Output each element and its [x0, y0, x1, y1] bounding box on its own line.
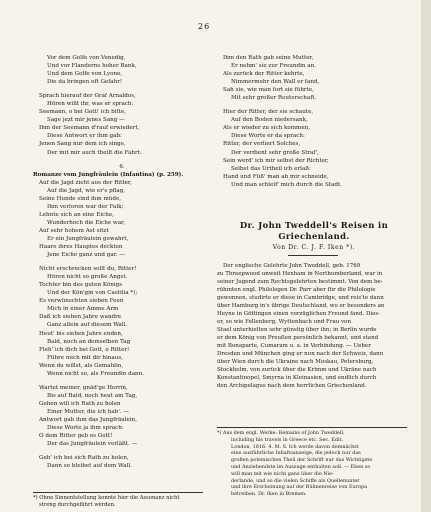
verse-line: Jene Eiche ganz und gar. —: [47, 252, 125, 259]
paragraph-line: Konstantinopel, Smyrna in Kleinasien, und endlich durch: [217, 375, 377, 381]
verse-line: Diese Worte er da sprach:: [231, 133, 305, 140]
verse-line: Der das Jungfräulein verläßt. —: [47, 441, 138, 448]
verse-line: Ihm der Seemann d'rauf erwiedert,: [39, 125, 140, 132]
verse-line: Jenen Sang nur dem ich singe,: [39, 141, 126, 148]
article-author: Von Dr. C. J. F. Iken *).: [272, 244, 356, 251]
left-column: [33, 54, 211, 470]
verse-line: Er ein Jungfräulein gewahrt,: [47, 235, 129, 242]
verse-line: Und vor Flanderns hoher Bank,: [47, 63, 137, 70]
footnote-line: including his travels in Greece etc. Sec. Edit.: [231, 436, 344, 443]
verse-line: Mit sehr großer Reuterschaft.: [231, 95, 317, 102]
paragraph-line: er dem König von Preußen persönlich bekannt, und stand: [217, 335, 379, 341]
verse-line: Ihm verloren war der Falk;: [47, 203, 124, 210]
verse-line: Fleh' ich dich bei Gott, o Ritter!: [39, 346, 130, 353]
verse-line: Hören nicht so große Angst.: [47, 274, 128, 281]
verse-line: Der verdient sehr große Straf',: [231, 149, 319, 156]
verse-line: Sprach hierauf der Graf Arnaldos,: [39, 93, 136, 100]
verse-line: Seine Hunde sind ihm müde,: [39, 195, 122, 202]
footnote-line: *) Aus dem engl. Werke: Remains of John Tweddell,: [217, 430, 345, 436]
paragraph-line: über Wien durch die Ukraine nach Moskau, Petersburg,: [217, 359, 374, 365]
verse-line: Wunderhoch die Eiche war,: [47, 219, 125, 226]
verse-line: Wenn du willst, als Gemahlin,: [39, 362, 124, 369]
paragraph-line: zu Threepwood unweit Hexham in Northumberland, war in: [217, 271, 383, 277]
verse-line: Als zurück der Ritter kehrte,: [223, 71, 305, 78]
verse-block: [217, 54, 411, 102]
verse-line: Einer Mutter, die ich hab'. —: [47, 408, 129, 415]
verse-line: Als er wieder zu sich kommen,: [223, 125, 311, 132]
footnote-rule: [33, 492, 203, 493]
footnote-line: will man mit wie nicht ganz über die Nie-: [231, 470, 334, 477]
verse-line: Vor dem Golfe von Venedig,: [47, 55, 126, 61]
verse-line: Auf den Boden niedersank,: [231, 117, 308, 124]
paragraph-line: Der englische Gelehrte John Tweddell, geb. 1769: [223, 263, 361, 269]
verse-block: [33, 179, 211, 259]
verse-line: Auf die Jagd zieht aus der Ritter,: [39, 179, 132, 186]
verse-block: [33, 265, 211, 378]
verse-line: Daß ich sieben Jahre wandre: [39, 314, 122, 321]
verse-line: Führe mich mit dir hinaus,: [47, 354, 123, 361]
verse-line: Bald, noch an demselben Tag: [47, 338, 131, 345]
footnote-right: [217, 430, 411, 498]
verse-line: Hand und Füß' man ab mir schneide,: [223, 173, 329, 180]
footnote-line: großen polemischen Theil der Schrift nur das Wichtigste: [231, 457, 373, 464]
article-title: [219, 220, 409, 242]
footnote-line: und Anziehendste im Auszuge enthalten soll. — Eben so: [231, 463, 371, 470]
paragraph-line: seiner Jugend zum Rechtsgelehrten bestimmt. Von dem be-: [217, 279, 383, 285]
footnote-line: derlande, und so die vielen Schiffe als Quellenunter: [231, 477, 360, 484]
paragraph-line: er, so wie Fellenberg, Wyttenbach und Frau von: [217, 319, 351, 325]
verse-line: Der mit mir auch theilt die Fahrt.: [47, 149, 142, 156]
verse-line: O dem Ritter geb es Gott!: [39, 433, 113, 440]
footnote-line: und ihre Erscheinung auf der Bühnenreise von Europa: [231, 484, 368, 491]
paragraph-line: mit Bonaparte, Cumaram u. a. in Verbindung. — Ueber: [217, 343, 371, 349]
verse-block: [33, 92, 211, 156]
verse-block: [33, 454, 211, 470]
next-page-edge: [421, 0, 431, 512]
paragraph-line: Stael unterhielten sehr günstig über ihn; in Berlin wurde: [217, 327, 377, 333]
paragraph-line: gewonnen, studirte er diese in Cambridge, und reis'te dann: [217, 295, 384, 301]
verse-block: [33, 384, 211, 448]
verse-block: [33, 54, 211, 86]
verse-block: [217, 108, 411, 188]
verse-line: Lehnte sich an eine Eiche,: [39, 211, 114, 218]
verse-line: Gehen will ich Rath zu holen: [39, 400, 121, 407]
verse-line: Wenn nicht so, als Freundin dann.: [47, 370, 145, 377]
title-rule: [288, 255, 338, 256]
verse-line: Die da bringen oft Gefahr!: [47, 79, 123, 86]
verse-line: Mich in einer Amme Arm: [47, 306, 119, 313]
footnote-line: betreiben. Dr. Iken in Bremen.: [231, 491, 307, 498]
verse-line: Ritter, der verliert Solches,: [223, 141, 301, 148]
paragraph-line: Dresden und München ging er nun nach der Schweiz, dann: [217, 351, 384, 357]
footnote-line: *) Ohne Sinnentstellung konnte hier die Assonanz nicht: [33, 495, 180, 501]
verse-line: Hören willt ihr, was er sprach:: [47, 101, 134, 108]
verse-line: Es verwünschten sieben Feen: [39, 298, 124, 305]
verse-line: Nimmermehr den Wall er fand,: [231, 79, 320, 86]
verse-line: Selbst das Urtheil ich erlaß:: [231, 165, 311, 172]
verse-line: Antwort gab ihm das Jungfräulein,: [39, 416, 138, 423]
paragraph-line: über Hamburg in's übrige Deutschland, wo er besonders an: [217, 303, 385, 309]
verse-line: Seemann, o bei Gott! ich bitte,: [39, 109, 127, 116]
paragraph-line: Stockholm, von zurück über die Krimm und Ukräne nach: [217, 367, 377, 373]
footnote-line: streng durchgeführt werden.: [39, 502, 116, 508]
verse-line: Ihm den Rath gab seine Mutter,: [223, 55, 314, 61]
verse-line: Und der Kön'gin von Castilia *);: [47, 290, 138, 297]
verse-line: Wartet meiner, gnäd'ge Herrin,: [39, 384, 128, 391]
footnote-rule: [217, 427, 407, 428]
footnote-line: London, 1816. 4. M. S. Ich werde davon demnächst: [231, 443, 359, 450]
verse-line: Hier der Ritter, der sie schaute,: [223, 109, 314, 116]
article-title-line: Griechenland.: [278, 231, 350, 241]
paragraph-line: rühmten engl. Philologen Dr. Parr aber für die Philologie: [217, 287, 376, 293]
verse-line: Und dem Golfe von Lyone,: [47, 71, 123, 78]
verse-line: Nicht erschrecken sollt du, Ritter!: [39, 266, 137, 273]
verse-line: Tochter bin des guten Königs: [39, 282, 123, 289]
paragraph-line: den Archipelagus nach dem herrlichen Griechenland.: [217, 383, 367, 389]
romance-title: Romanze vom Jungfräulein (Infantina) (p. 259).: [33, 171, 184, 178]
verse-line: Sah sie, wie man fort sie führte,: [223, 87, 314, 94]
verse-line: Dann so bleibet auf dem Wall.: [47, 463, 132, 470]
article-title-line: Dr. John Tweddell's Reisen in: [239, 220, 389, 230]
verse-line: Sein werd' ich mir selbst der Richter,: [223, 157, 329, 164]
verse-line: Auf sehr hohem Ast sitzt: [39, 227, 109, 234]
verse-line: Und man schleif' mich durch die Stadt.: [231, 181, 343, 188]
verse-line: Bis auf Bald, noch heut am Tag,: [47, 392, 138, 399]
verse-line: Er nehm' sie zur Freundin an.: [231, 63, 316, 70]
verse-line: Haare ihres Hauptes deckten: [39, 244, 123, 251]
paragraph-line: Heyne in Göttingen einen vorzüglichen Freund fand. Dies-: [217, 311, 381, 317]
footnote-line: eine ausführliche Inhaltsanzeige, die jedoch nur das: [231, 450, 361, 457]
verse-line: Heut' bis sieben Jahre enden,: [39, 330, 123, 337]
section-number: 6.: [119, 163, 125, 170]
page-number: 26: [198, 22, 211, 31]
verse-line: Diese Worte ja ihm sprach:: [47, 425, 124, 432]
verse-line: Ganz allein auf diesem Wall.: [47, 322, 128, 329]
right-column: [217, 54, 411, 189]
verse-line: Geh' ich bei sich Rath zu holen,: [39, 455, 129, 462]
article-paragraph: [217, 262, 411, 390]
verse-line: Diese Antwort er ihm gab:: [47, 133, 122, 140]
footnote-left: [33, 495, 211, 509]
verse-line: Sage jezt mir jenes Sang —: [47, 117, 125, 124]
verse-line: Auf die Jagd, wie er's pflag,: [47, 187, 126, 194]
